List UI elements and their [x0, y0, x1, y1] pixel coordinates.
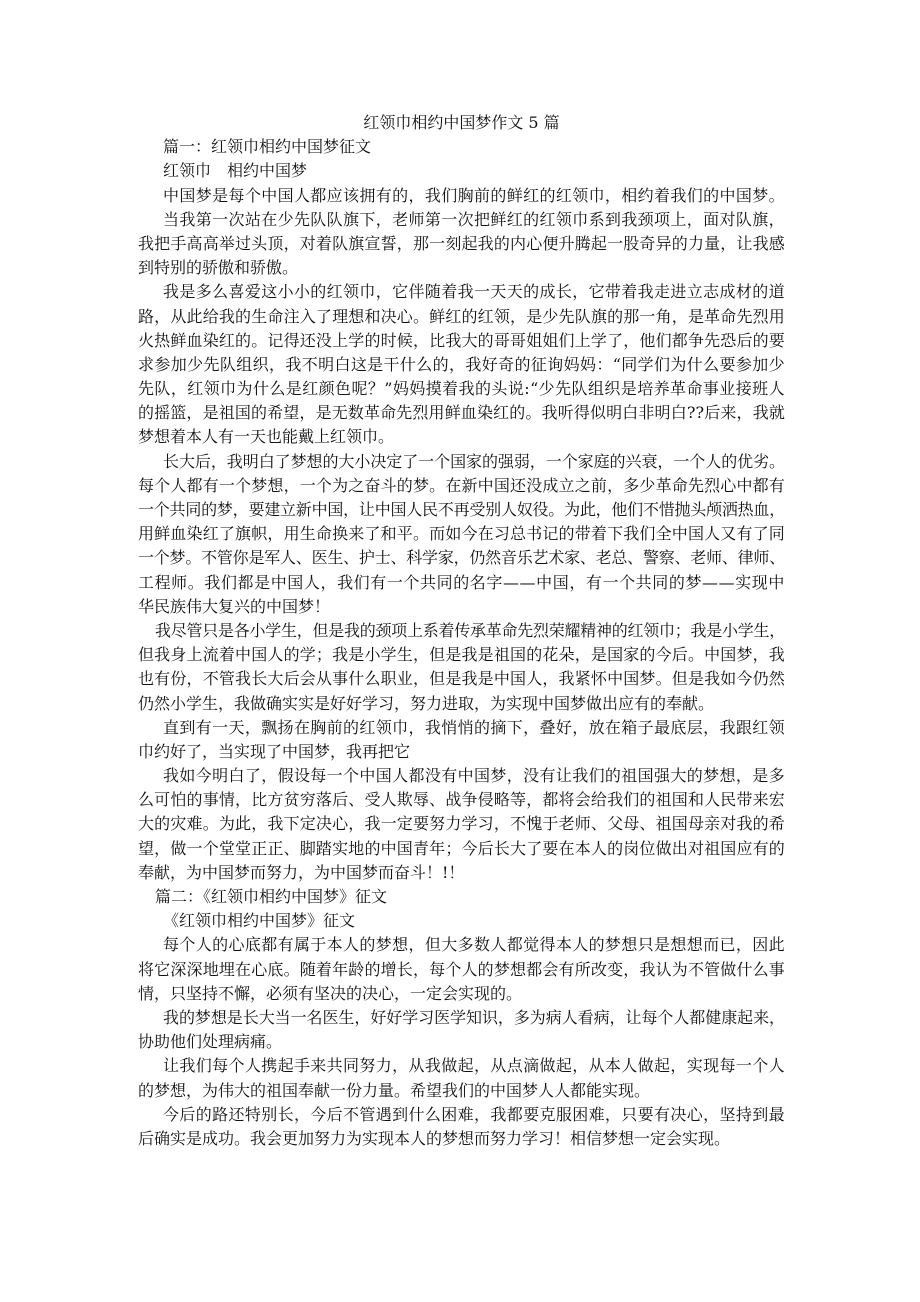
text-line-row — [138, 958, 785, 982]
text-line-row — [138, 546, 785, 570]
text-line: 红领巾 相约中国梦 — [163, 161, 308, 181]
text-line-row — [138, 1054, 785, 1078]
text-line: 么可怕的事情，比方贫穷落后、受人欺辱、战争侵略等，都将会给我们的祖国和人民带来宏 — [138, 790, 785, 810]
text-line: 直到有一天，飘扬在胸前的红领巾，我悄悄的摘下，叠好，放在箱子最底层，我跟红领 — [163, 717, 785, 737]
text-line: 后确实是成功。我会更加努力为实现本人的梦想而努力学习！相信梦想一定会实现。 — [138, 1128, 731, 1148]
text-line-row — [138, 256, 785, 280]
text-line-row — [138, 377, 785, 401]
text-line-row — [138, 982, 785, 1006]
text-line-row — [138, 740, 785, 764]
text-line: 每个人的心底都有属于本人的梦想，但大多数人都觉得本人的梦想只是想想而已，因此 — [163, 935, 785, 955]
text-line-row — [138, 643, 785, 667]
text-line-row — [138, 667, 785, 691]
text-line-row — [138, 498, 785, 522]
text-line-row — [138, 933, 785, 957]
text-line-row — [138, 716, 785, 740]
text-line: 一个共同的梦，要建立新中国，让中国人民不再受别人奴役。为此，他们不惜抛头颅洒热血， — [138, 500, 785, 519]
text-line: 《红领巾相约中国梦》征文 — [163, 911, 356, 931]
text-line: 仍然小学生，我做确实实是好好学习，努力进取，为实现中国梦做出应有的奉献。 — [138, 693, 715, 713]
text-line: 我是多么喜爱这小小的红领巾，它伴随着我一天天的成长，它带着我走进立志成材的道 — [163, 282, 785, 302]
paragraph — [138, 1054, 785, 1102]
article-heading — [138, 909, 785, 933]
text-line: 今后的路还特别长，今后不管遇到什么困难，我都要克服困难，只要有决心，坚持到最 — [163, 1104, 785, 1124]
article-heading — [138, 159, 785, 183]
text-line-row — [138, 837, 785, 861]
paragraph — [138, 619, 785, 716]
text-line: 巾约好了，当实现了中国梦，我再把它 — [138, 741, 411, 761]
text-line-row — [138, 280, 785, 304]
text-line: 工程师。我们都是中国人，我们有一个共同的名字——中国，有一个共同的梦——实现中 — [138, 572, 785, 592]
text-line: 求参加少先队组织，我不明白这是干什么的，我好奇的征询妈妈：“同学们为什么要参加少 — [138, 354, 785, 374]
paragraph — [138, 1103, 785, 1151]
paragraph — [138, 208, 785, 281]
text-line: 篇二：《红领巾相约中国梦》征文 — [155, 887, 388, 906]
text-line-row — [138, 595, 785, 619]
text-line: 先队，红领巾为什么是红颜色呢？”妈妈摸着我的头说:“少先队组织是培养革命事业接班人 — [138, 379, 785, 399]
text-line-row — [138, 425, 785, 449]
text-line-row — [138, 764, 785, 788]
paragraph — [138, 184, 785, 208]
text-line: 火热鲜血染红的。记得还没上学的时候，比我大的哥哥姐姐们上学了，他们都争先恐后的要 — [138, 330, 785, 350]
text-line-row — [138, 232, 785, 256]
text-line: 一个梦。不管你是军人、医生、护士、科学家，仍然音乐艺术家、老总、警察、老师、律师、 — [138, 548, 785, 568]
text-line: 情，只坚持不懈，必须有坚决的决心，一定会实现的。 — [138, 983, 523, 1003]
document-body — [138, 111, 785, 1151]
text-line-row — [138, 1079, 785, 1103]
text-line: 长大后，我明白了梦想的大小决定了一个国家的强弱，一个家庭的兴衰，一个人的优劣。 — [163, 451, 785, 471]
paragraph — [138, 1006, 785, 1054]
text-line-row — [138, 474, 785, 498]
text-line: 我的梦想是长大当一名医生，好好学习医学知识，多为病人看病，让每个人都健康起来， — [163, 1007, 785, 1027]
text-line: 大的灾难。为此，我下定决心，我一定要努力学习，不愧于老师、父母、祖国母亲对我的希 — [138, 814, 785, 834]
paragraph — [138, 280, 785, 449]
text-line: 梦想着本人有一天也能戴上红领巾。 — [138, 427, 395, 447]
text-line: 我如今明白了，假设每一个中国人都没有中国梦，没有让我们的祖国强大的梦想，是多 — [163, 766, 785, 786]
text-line: 用鲜血染红了旗帜，用生命换来了和平。而如今在习总书记的带着下我们全中国人又有了同 — [138, 524, 785, 544]
text-line: 的摇篮，是祖国的希望，是无数革命先烈用鲜血染红的。我听得似明白非明白??后来，我就 — [138, 403, 785, 423]
text-line-row — [138, 135, 785, 159]
paragraph — [138, 764, 785, 885]
text-line: 当我第一次站在少先队队旗下，老师第一次把鲜红的红领巾系到我颈项上，面对队旗， — [163, 209, 785, 229]
text-line-row — [138, 522, 785, 546]
text-line-row — [138, 619, 785, 643]
text-line-row — [138, 909, 785, 933]
text-line-row — [138, 861, 785, 885]
text-line: 将它深深地埋在心底。随着年龄的增长，每个人的梦想都会有所改变，我认为不管做什么事 — [138, 959, 785, 979]
text-line-row — [138, 329, 785, 353]
text-line-row — [138, 305, 785, 329]
document-title: 红领巾相约中国梦作文 5 篇 — [363, 113, 560, 132]
text-line: 我尽管只是各小学生，但是我的颈项上系着传承革命先烈荣耀精神的红领巾；我是小学生， — [155, 620, 785, 640]
section-heading — [138, 885, 785, 909]
text-line: 我把手高高举过头顶，对着队旗宣誓，那一刻起我的内心便升腾起一股奇异的力量，让我感 — [138, 233, 785, 253]
paragraph — [138, 716, 785, 764]
paragraph — [138, 933, 785, 1006]
text-line-row — [138, 1030, 785, 1054]
text-line: 篇一：红领巾相约中国梦征文 — [163, 137, 372, 157]
text-line-row — [138, 1103, 785, 1127]
text-line-row — [138, 1127, 785, 1151]
text-line: 华民族伟大复兴的中国梦！ — [138, 596, 331, 616]
text-line-row — [138, 812, 785, 836]
text-line: 奉献，为中国梦而努力，为中国梦而奋斗！!！ — [138, 862, 465, 882]
text-line: 协助他们处理病痛。 — [138, 1032, 283, 1052]
text-line-row — [138, 571, 785, 595]
text-line-row — [138, 159, 785, 183]
text-line: 中国梦是每个中国人都应该拥有的，我们胸前的鲜红的红领巾，相约着我们的中国梦。 — [163, 185, 785, 205]
text-line: 也有份，不管我长大后会从事什么职业，但是我是中国人，我紧怀中国梦。但是我如今仍然 — [138, 669, 785, 689]
text-line-row — [138, 353, 785, 377]
text-line-row — [138, 401, 785, 425]
text-line: 的梦想，为伟大的祖国奉献一份力量。希望我们的中国梦人人都能实现。 — [138, 1080, 651, 1100]
paragraph — [138, 450, 785, 619]
section-heading — [138, 135, 785, 159]
text-line: 但我身上流着中国人的学；我是小学生，但是我是祖国的花朵，是国家的今后。中国梦，我 — [138, 645, 785, 665]
text-line-row — [138, 885, 785, 909]
text-line: 每个人都有一个梦想，一个为之奋斗的梦。在新中国还没成立之前，多少革命先烈心中都有 — [138, 475, 785, 495]
text-line: 路，从此给我的生命注入了理想和决心。鲜红的红领，是少先队旗的那一角，是革命先烈用 — [138, 306, 785, 326]
text-line-row — [138, 788, 785, 812]
text-line-row — [138, 450, 785, 474]
text-line-row — [138, 184, 785, 208]
text-line-row — [138, 692, 785, 716]
text-line: 到特别的骄傲和骄傲。 — [138, 258, 299, 278]
text-line-row — [138, 1006, 785, 1030]
text-line: 让我们每个人携起手来共同努力，从我做起，从点滴做起，从本人做起，实现每一个人 — [163, 1056, 785, 1076]
text-line: 望，做一个堂堂正正、脚踏实地的中国青年；今后长大了要在本人的岗位做出对祖国应有的 — [138, 838, 785, 858]
text-line-row — [138, 208, 785, 232]
